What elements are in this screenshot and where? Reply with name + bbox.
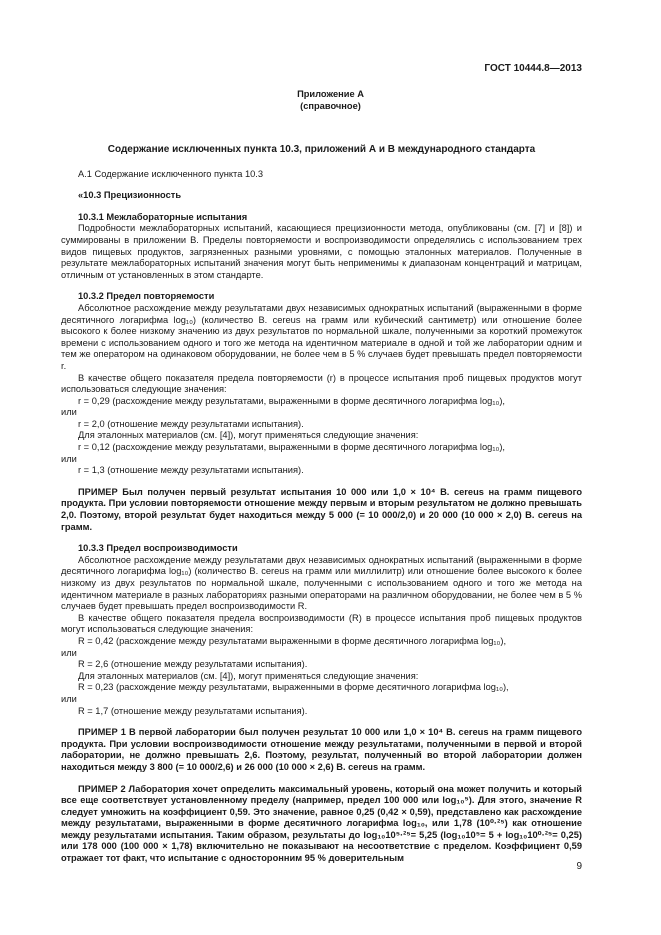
paragraph: В качестве общего показателя предела воспроизводимости (R) в процессе испытания проб пищевых продуктов могут использоваться следующие значения:	[61, 612, 582, 635]
clause-10-3-1-text: Подробности межлабораторных испытаний, касающиеся прецизионности метода, опубликованы (см. [7] и [8]) и суммированы в приложении В. Пределы повторяемости и воспроизводимости определялись с использованием трех видов пищевых продуктов, загрязненных разными уровнями, с помощью эталонных материалов. Полученные в результате межлабораторных испытаний значения могут быть неприменимы к диапазонам концентраций и матрицам, отличным от установленных в этом стандарте.	[61, 223, 582, 280]
value-line: r = 1,3 (отношение между результатами испытания).	[78, 465, 304, 476]
value-line: r = 0,12 (расхождение между результатами, выраженными в форме десятичного логарифма log₁₀),	[78, 442, 506, 453]
value-line: R = 0,23 (расхождение между результатами, выраженными в форме десятичного логарифма log₁₀),	[78, 682, 509, 693]
paragraph: В качестве общего показателя предела повторяемости (r) в процессе испытания проб пищевых продуктов могут использоваться следующие значения:	[61, 372, 582, 395]
or-word: или	[61, 647, 77, 658]
appendix-title: Приложение А	[297, 89, 364, 99]
page-number: 9	[576, 861, 582, 872]
value-line: r = 2,0 (отношение между результатами испытания).	[78, 418, 304, 429]
paragraph: Абсолютное расхождение между результатами двух независимых однократных испытаний (выраженными в форме десятичного логарифма log₁₀) (количество B. cereus на грамм или кубический сантиметр) или отношение более высокого к более низкому значению из двух результатов по нормальной шкале, полученными за короткий промежуток времени с использованием одного и того же метода на идентичном материале в одной и той же лаборатории одним и тем же оператором на одинаковом оборудовании, не более чем в 5 % случаев будет превышать предел повторяемости r.	[61, 302, 582, 371]
example-1-reproducibility: ПРИМЕР 1 В первой лаборатории был получен результат 10 000 или 1,0 × 10⁴ B. cereus на грамм пищевого продукта. При условии воспроизводимости отношение между результатами, полученными в первой и второй лаборатории, не должно превышать 2,6. Поэтому, результат, полученный во второй лаборатории должен находиться между 3 800 (= 10 000/2,6) и 26 000 (10 000 × 2,6) B. cereus на грамм.	[61, 727, 582, 772]
clause-10-3-2	[61, 291, 582, 477]
subsection-a1-heading: А.1 Содержание исключенного пункта 10.3	[78, 168, 264, 179]
section-title: Содержание исключенных пункта 10.3, приложений А и В международного стандарта	[107, 144, 536, 155]
clause-10-3-heading: «10.3 Прецизионность	[78, 190, 182, 201]
clause-10-3-3-heading: 10.3.3 Предел воспроизводимости	[78, 543, 238, 554]
paragraph: Абсолютное расхождение между результатами двух независимых однократных испытаний (выраженными в форме десятичного логарифма log₁₀) (количество B. cereus на грамм или миллилитр) или отношение более высокого к более низкому из двух результатов по нормальной шкале, полученными с использованием одного и того же метода на идентичном материале в разных лабораториях разными операторами на различном оборудовании, не более чем в 5 % случаев будет превышать предел воспроизводимости R.	[61, 554, 582, 612]
or-word: или	[61, 453, 77, 464]
or-word: или	[61, 693, 77, 704]
appendix-subtitle: (справочное)	[300, 100, 361, 111]
value-line: R = 2,6 (отношение между результатами испытания).	[78, 659, 308, 670]
value-line: R = 0,42 (расхождение между результатами выраженными в форме десятичного логарифма log₁₀),	[78, 635, 507, 646]
clause-10-3-2-heading: 10.3.2 Предел повторяемости	[78, 291, 215, 302]
value-line: R = 1,7 (отношение между результатами испытания).	[78, 705, 308, 716]
document-body	[61, 144, 582, 875]
value-line: r = 0,29 (расхождение между результатами, выраженными в форме десятичного логарифма log₁₀),	[78, 395, 506, 406]
or-word: или	[61, 407, 77, 418]
appendix-heading	[0, 89, 661, 112]
standard-number: ГОСТ 10444.8—2013	[484, 63, 582, 74]
clause-10-3-3	[61, 543, 582, 717]
paragraph: Для эталонных материалов (см. [4]), могут применяться следующие значения:	[78, 670, 419, 681]
paragraph: Для эталонных материалов (см. [4]), могут применяться следующие значения:	[78, 430, 419, 441]
example-repeatability: ПРИМЕР Был получен первый результат испытания 10 000 или 1,0 × 10⁴ B. cereus на грамм пищевого продукта. При условии повторяемости отношение между первым и вторым результатом не должно превышать 2,0. Поэтому, второй результат будет находиться между 5 000 (= 10 000/2,0) и 20 000 (10 000 × 2,0) B. cereus на грамм.	[61, 486, 582, 532]
clause-10-3-1	[61, 212, 582, 282]
clause-10-3-1-heading: 10.3.1 Межлабораторные испытания	[78, 211, 248, 222]
example-2-reproducibility: ПРИМЕР 2 Лаборатория хочет определить максимальный уровень, который она может получить и который все еще соответствует установленному пределу (например, предел 100 000 или log₁₀⁵). Для этого, значение R следует умножить на коэффициент 0,59. Это значение, равное 0,25 (0,42 × 0,59), представлено как расхождение между результатами, выраженными в форме десятичного логарифма log₁₀, или 1,78 (10⁰·²⁵) как отношение между результатами испытания. Таким образом, результаты до log₁₀10⁵·²⁵= 5,25 (log₁₀10⁵= 5 + log₁₀10⁰·²⁵= 0,25) или 178 000 (100 000 × 1,78) включительно не показывают на несоответствие с пределом. Коэффициент 0,59 отражает тот факт, что испытание с односторонним 95 % доверительным	[61, 783, 582, 864]
